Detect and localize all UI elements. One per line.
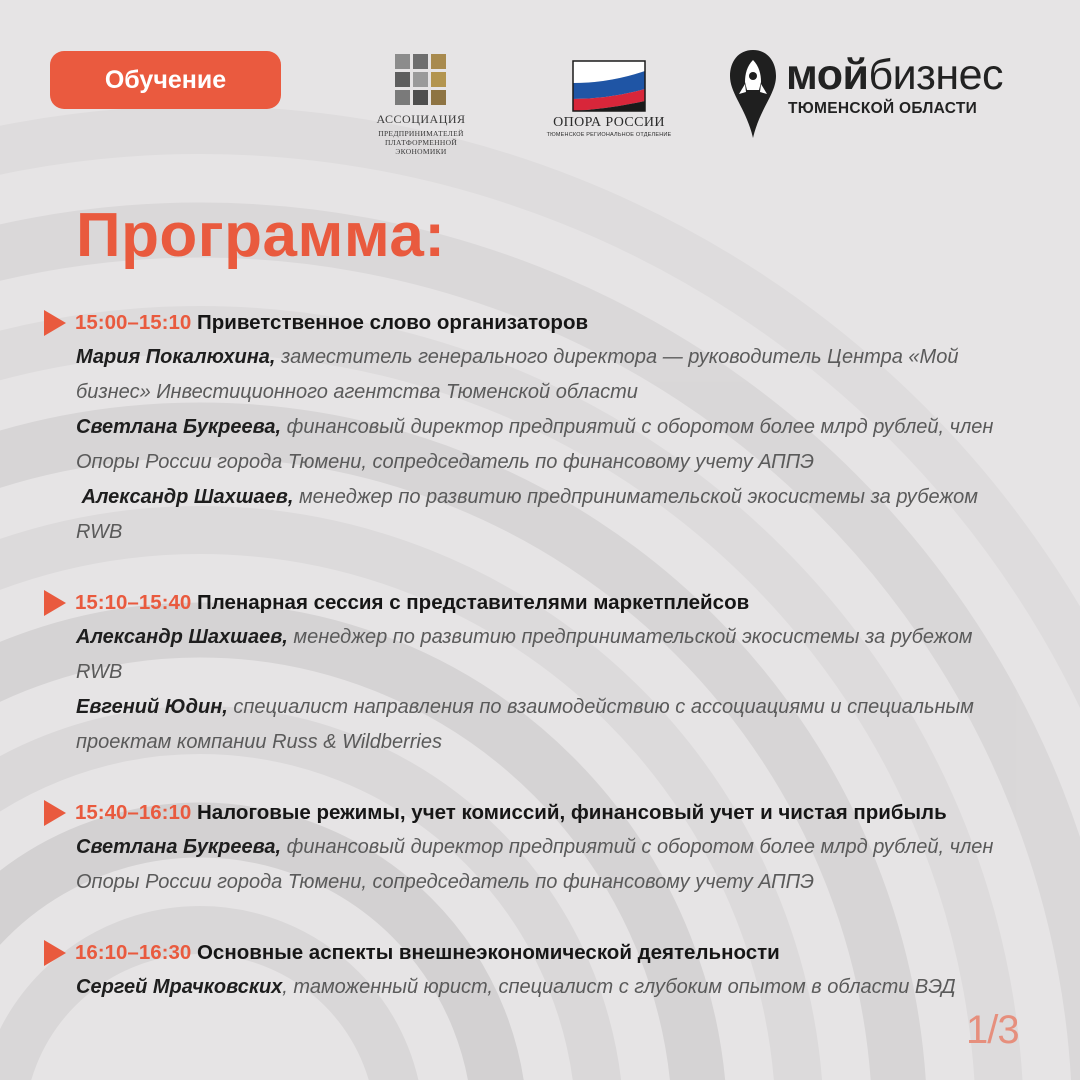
appe-emblem-icon — [393, 52, 449, 108]
speaker-role: менеджер по развитию предпринимательской экосистемы за рубежом RWB — [76, 486, 984, 543]
speaker-entry — [76, 830, 1016, 900]
page-title: Программа: — [76, 201, 446, 270]
category-tag: Обучение — [50, 51, 281, 109]
opora-title: ОПОРА РОССИИ — [553, 115, 665, 130]
speaker-name: Сергей Мрачковских — [76, 976, 283, 998]
session-title: Налоговые режимы, учет комиссий, финансовый учет и чистая прибыль — [196, 801, 947, 824]
speaker-name: Александр Шахшаев, — [76, 626, 288, 648]
opora-rossii-logo — [538, 55, 680, 138]
play-arrow-icon — [44, 940, 66, 966]
appe-subtitle: ПРЕДПРИНИМАТЕЛЕЙ ПЛАТФОРМЕННОЙ ЭКОНОМИКИ — [378, 129, 464, 156]
speaker-entry — [76, 340, 1016, 410]
session-item — [44, 585, 1044, 760]
speaker-role: специалист направления по взаимодействию с ассоциациями и специальным проектам компании Russ & Wildberries — [76, 696, 974, 753]
session-title: Пленарная сессия с представителями маркетплейсов — [196, 591, 750, 614]
speaker-entry — [76, 620, 1016, 690]
play-arrow-icon — [44, 800, 66, 826]
session-time: 15:00–15:10 — [75, 311, 192, 334]
opora-subtitle: ТЮМЕНСКОЕ РЕГИОНАЛЬНОЕ ОТДЕЛЕНИЕ — [546, 132, 672, 138]
speaker-name: Светлана Букреева, — [76, 416, 282, 438]
speaker-role: финансовый директор предприятий с оборотом более млрд рублей, член Опоры России города Тюмени, сопредседатель по финансовому учету АППЭ — [76, 836, 994, 893]
session-title: Приветственное слово организаторов — [196, 311, 589, 334]
session-item — [44, 935, 1044, 1005]
play-arrow-icon — [44, 310, 66, 336]
speaker-name: Мария Покалюхина, — [76, 346, 276, 368]
speaker-entry — [76, 480, 1016, 550]
session-item — [44, 795, 1044, 900]
moy-biznes-wordmark: мойбизнес — [786, 51, 1003, 99]
speaker-entry — [76, 970, 1016, 1005]
session-time: 15:40–16:10 — [75, 801, 192, 824]
speaker-entry — [76, 690, 1016, 760]
moy-biznes-logo — [728, 48, 1048, 143]
speaker-role: заместитель генерального директора — руководитель Центра «Мой бизнес» Инвестиционного агентства Тюменской области — [76, 346, 959, 403]
speaker-entry — [76, 410, 1016, 480]
speaker-role: менеджер по развитию предпринимательской экосистемы за рубежом RWB — [76, 626, 973, 683]
session-time: 15:10–15:40 — [75, 591, 192, 614]
russian-flag-emblem-icon — [569, 55, 649, 117]
speaker-role: финансовый директор предприятий с оборотом более млрд рублей, член Опоры России города Тюмени, сопредседатель по финансовому учету АППЭ — [76, 416, 994, 473]
session-time: 16:10–16:30 — [75, 941, 192, 964]
play-arrow-icon — [44, 590, 66, 616]
page-indicator: 1/3 — [966, 1008, 1019, 1052]
session-title: Основные аспекты внешнеэкономической деятельности — [196, 941, 780, 964]
moy-biznes-region: ТЮМЕНСКОЙ ОБЛАСТИ — [788, 100, 978, 117]
speaker-name: Евгений Юдин, — [76, 696, 228, 718]
session-item — [44, 305, 1044, 550]
rocket-pin-icon — [728, 48, 778, 140]
speaker-role: , таможенный юрист, специалист с глубоким опытом в области ВЭД — [282, 976, 956, 998]
speaker-name: Александр Шахшаев, — [76, 486, 294, 508]
appe-title: АССОЦИАЦИЯ — [376, 112, 466, 126]
appe-logo — [362, 52, 480, 156]
speaker-name: Светлана Букреева, — [76, 836, 282, 858]
